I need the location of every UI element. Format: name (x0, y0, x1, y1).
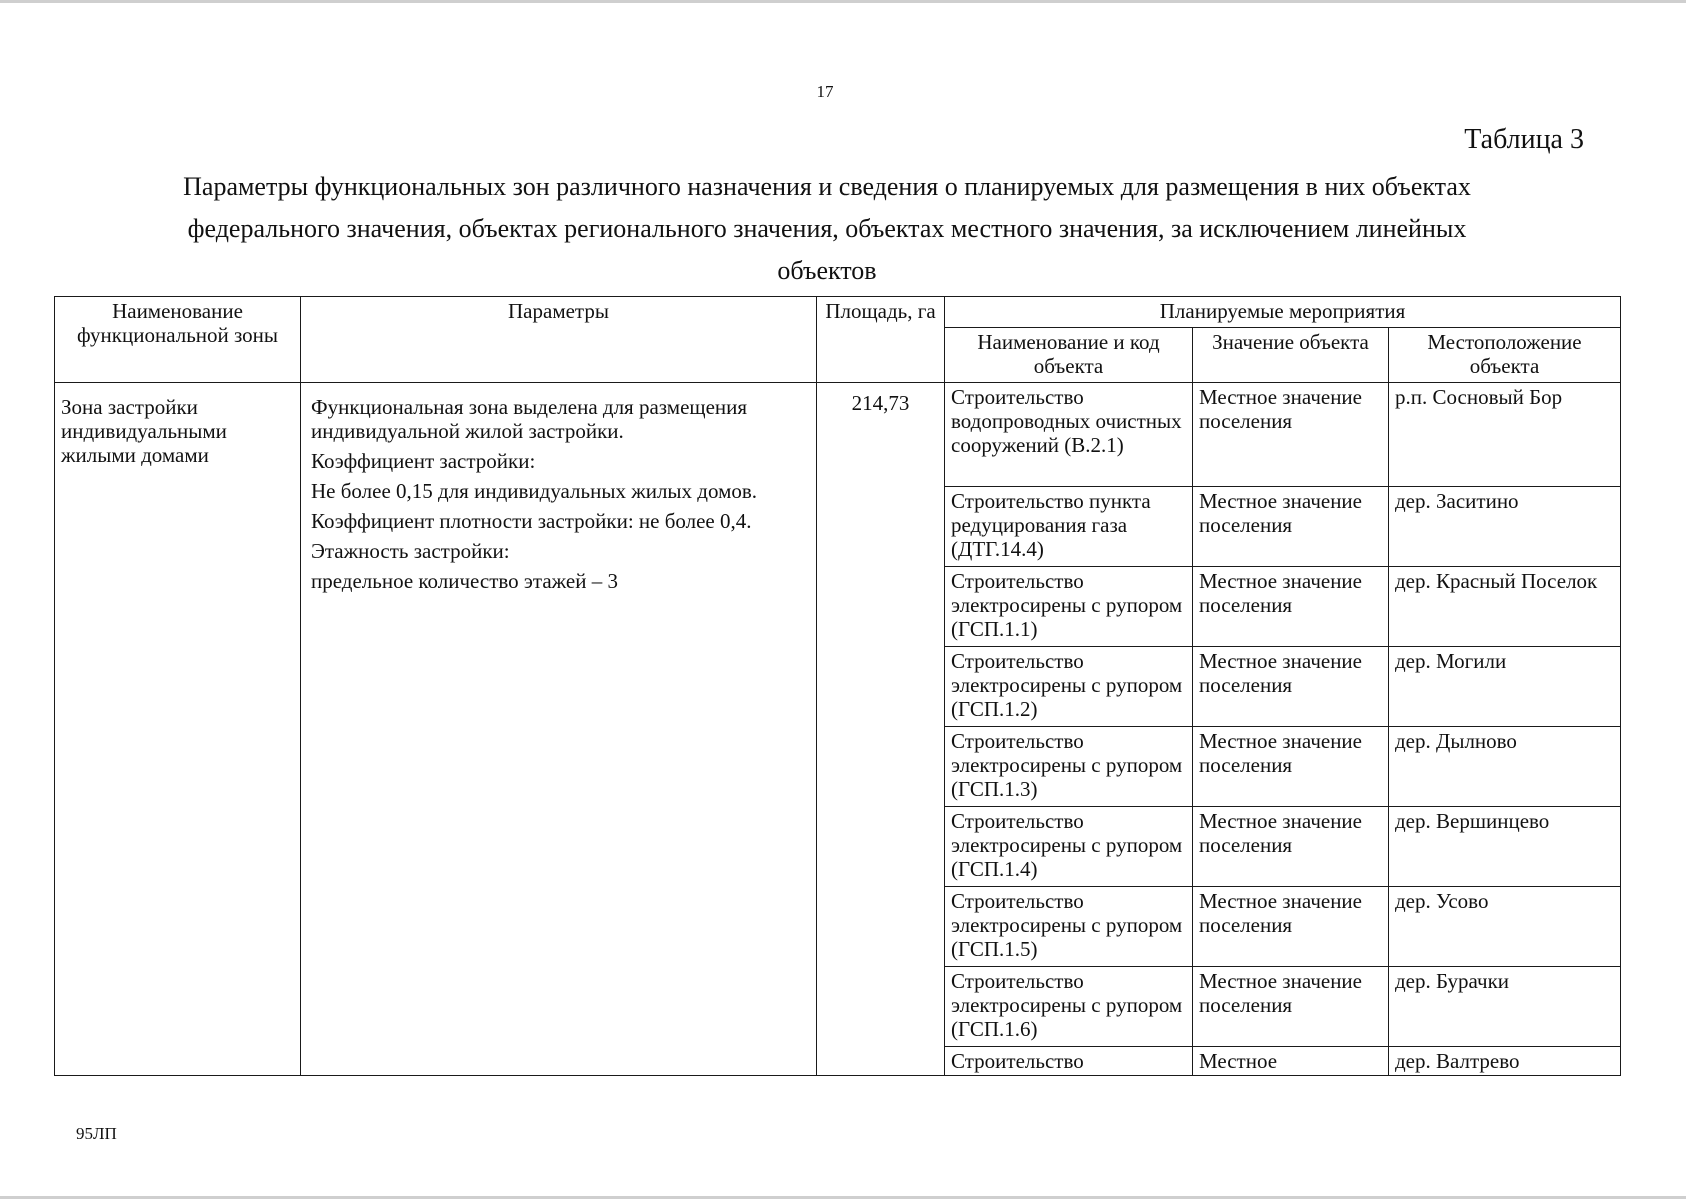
table-label: Таблица 3 (1464, 124, 1584, 155)
object-cell: Строительство электросирены с рупором (ГСП.1.3) (945, 727, 1193, 807)
location-cell: дер. Усово (1389, 887, 1621, 967)
location-cell: дер. Заситино (1389, 487, 1621, 567)
header-object: Наименование и код объекта (945, 328, 1193, 383)
significance-cell: Местное значение поселения (1193, 967, 1389, 1047)
significance-cell: Местное значение поселения (1193, 887, 1389, 967)
significance-cell: Местное значение поселения (1193, 487, 1389, 567)
location-cell: дер. Могили (1389, 647, 1621, 727)
object-cell: Строительство водопроводных очистных сооружений (В.2.1) (945, 383, 1193, 487)
significance-cell: Местное значение поселения (1193, 727, 1389, 807)
parameters-cell (301, 383, 817, 1076)
zone-name-cell: Зона застройки индивидуальными жилыми домами (55, 383, 301, 1076)
object-cell: Строительство электросирены с рупором (ГСП.1.6) (945, 967, 1193, 1047)
footer-code: 95ЛП (76, 1124, 117, 1143)
object-cell: Строительство электросирены с рупором (ГСП.1.1) (945, 567, 1193, 647)
parameter-line: предельное количество этажей – 3 (311, 569, 618, 593)
header-significance: Значение объекта (1193, 328, 1389, 383)
significance-cell: Местное значение поселения (1193, 647, 1389, 727)
table-row (55, 383, 1621, 487)
header-params: Параметры (301, 297, 817, 383)
significance-cell: Местное значение поселения (1193, 383, 1389, 487)
title-line: федерального значения, объектах регионального значения, объектах местного значения, за исключением линейных (187, 214, 1467, 243)
object-cell: Строительство электросирены с рупором (ГСП.1.5) (945, 887, 1193, 967)
title-line: объектов (777, 256, 877, 285)
location-cell: дер. Валтрево (1389, 1047, 1621, 1076)
location-cell: дер. Красный Поселок (1389, 567, 1621, 647)
scan-edge-bottom (0, 1196, 1686, 1199)
page-number: 17 (816, 82, 834, 101)
zones-table (54, 296, 1621, 1076)
title-line: Параметры функциональных зон различного назначения и сведения о планируемых для размещения в них объектах (183, 172, 1471, 201)
significance-cell: Местное значение поселения (1193, 567, 1389, 647)
location-cell: р.п. Сосновый Бор (1389, 383, 1621, 487)
header-zone: Наименование функциональной зоны (55, 297, 301, 383)
location-cell: дер. Дылново (1389, 727, 1621, 807)
object-cell: Строительство пункта редуцирования газа (ДТГ.14.4) (945, 487, 1193, 567)
location-cell: дер. Бурачки (1389, 967, 1621, 1047)
object-cell: Строительство электросирены с рупором (ГСП.1.2) (945, 647, 1193, 727)
object-cell: Строительство электросирены с рупором (ГСП.1.4) (945, 807, 1193, 887)
area-cell: 214,73 (817, 383, 945, 1076)
significance-cell: Местное (1193, 1047, 1389, 1076)
document-title (72, 166, 1582, 292)
scan-edge-top (0, 0, 1686, 3)
parameter-line: Этажность застройки: (311, 539, 510, 563)
parameter-line: Коэффициент плотности застройки: не более 0,4. (311, 509, 752, 533)
parameter-line: Коэффициент застройки: (311, 449, 536, 473)
header-planned: Планируемые мероприятия (945, 297, 1621, 328)
parameter-line: Не более 0,15 для индивидуальных жилых домов. (311, 479, 758, 503)
significance-cell: Местное значение поселения (1193, 807, 1389, 887)
header-area: Площадь, га (817, 297, 945, 383)
parameter-line: Функциональная зона выделена для размещения индивидуальной жилой застройки. (311, 395, 748, 443)
object-cell: Строительство (945, 1047, 1193, 1076)
location-cell: дер. Вершинцево (1389, 807, 1621, 887)
header-location: Местоположение объекта (1389, 328, 1621, 383)
